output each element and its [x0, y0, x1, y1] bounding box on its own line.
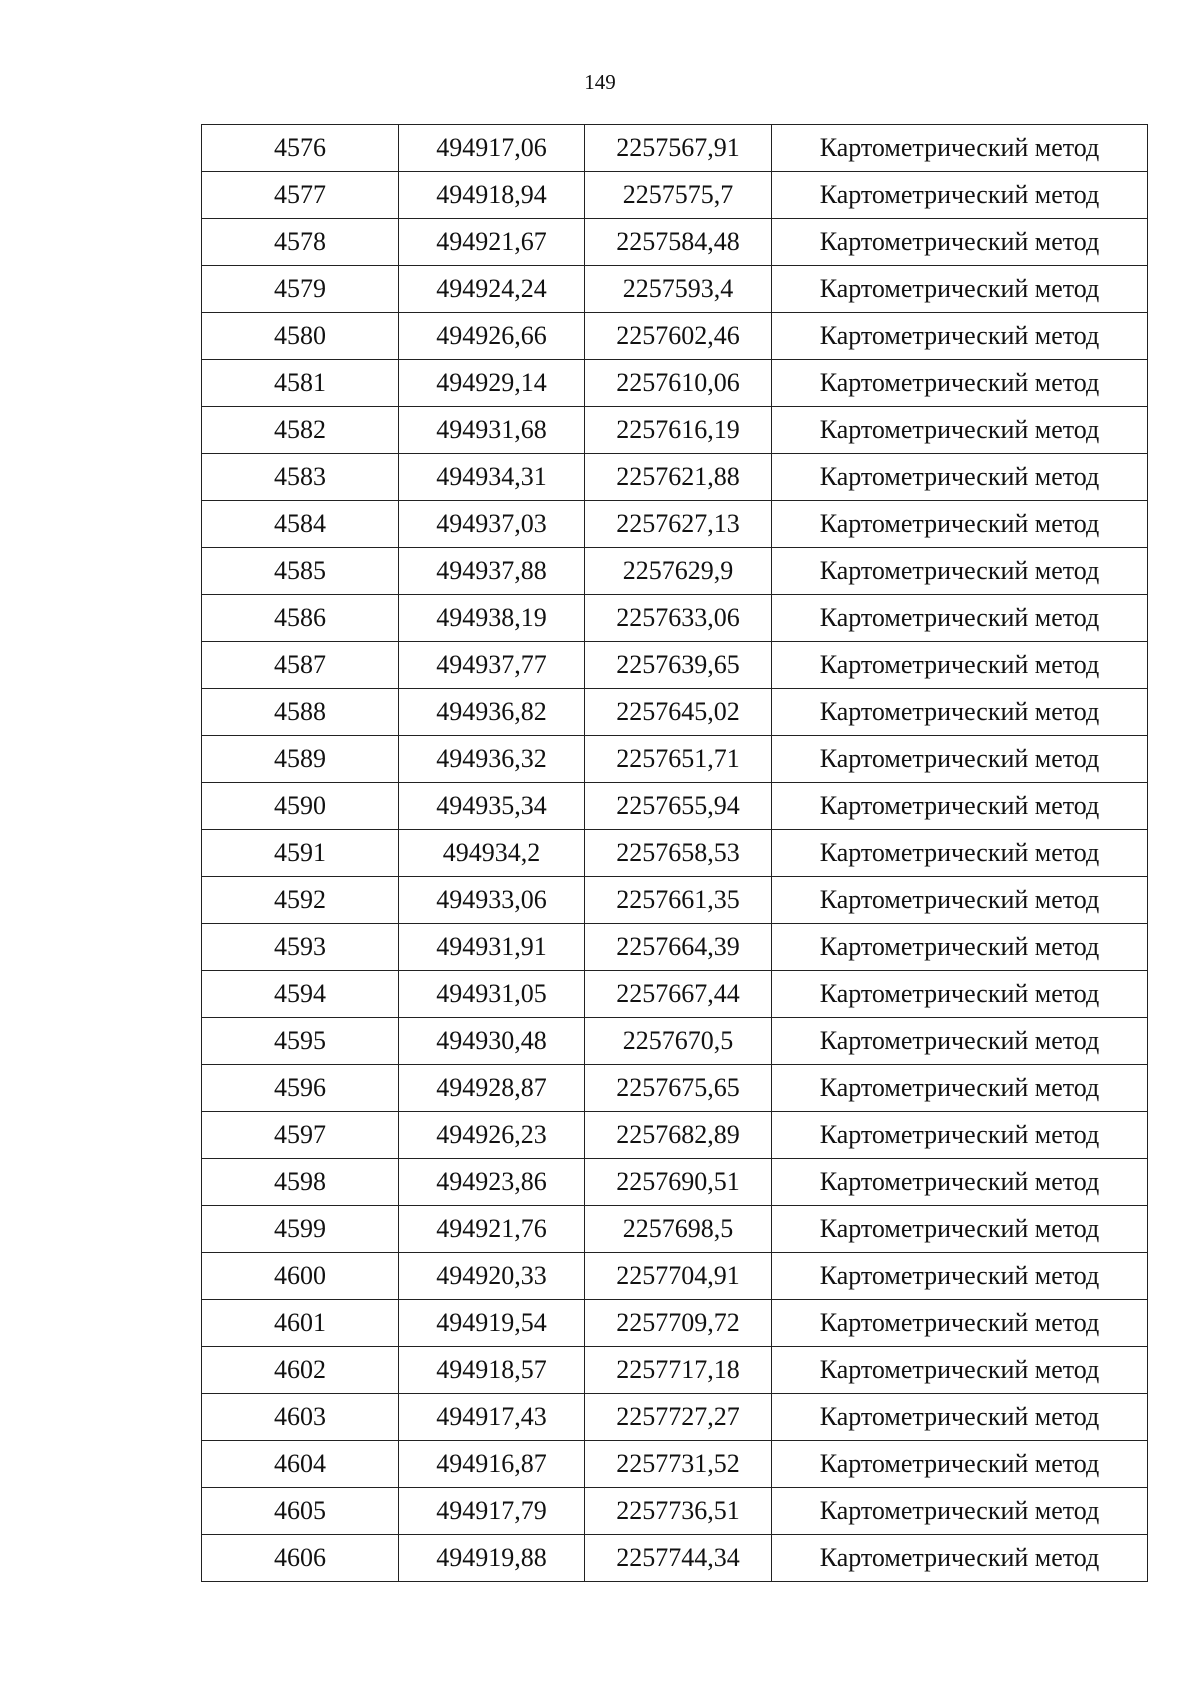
- method-cell: Картометрический метод: [772, 501, 1148, 548]
- y-coordinate-cell: 2257670,5: [585, 1018, 772, 1065]
- table-row: [202, 830, 1148, 877]
- y-coordinate-cell: 2257698,5: [585, 1206, 772, 1253]
- method-cell: Картометрический метод: [772, 830, 1148, 877]
- method-cell: Картометрический метод: [772, 1347, 1148, 1394]
- point-number-cell: 4596: [202, 1065, 399, 1112]
- method-cell: Картометрический метод: [772, 172, 1148, 219]
- point-number-cell: 4589: [202, 736, 399, 783]
- table-row: [202, 266, 1148, 313]
- x-coordinate-cell: 494935,34: [399, 783, 585, 830]
- table-row: [202, 1253, 1148, 1300]
- table-row: [202, 360, 1148, 407]
- table-row: [202, 689, 1148, 736]
- x-coordinate-cell: 494929,14: [399, 360, 585, 407]
- point-number-cell: 4577: [202, 172, 399, 219]
- method-cell: Картометрический метод: [772, 266, 1148, 313]
- y-coordinate-cell: 2257690,51: [585, 1159, 772, 1206]
- y-coordinate-cell: 2257633,06: [585, 595, 772, 642]
- table-row: [202, 1206, 1148, 1253]
- method-cell: Картометрический метод: [772, 407, 1148, 454]
- table-row: [202, 1018, 1148, 1065]
- table-row: [202, 1300, 1148, 1347]
- point-number-cell: 4605: [202, 1488, 399, 1535]
- x-coordinate-cell: 494931,68: [399, 407, 585, 454]
- y-coordinate-cell: 2257727,27: [585, 1394, 772, 1441]
- method-cell: Картометрический метод: [772, 548, 1148, 595]
- method-cell: Картометрический метод: [772, 1253, 1148, 1300]
- point-number-cell: 4603: [202, 1394, 399, 1441]
- y-coordinate-cell: 2257704,91: [585, 1253, 772, 1300]
- x-coordinate-cell: 494921,67: [399, 219, 585, 266]
- table-row: [202, 454, 1148, 501]
- table-row: [202, 1394, 1148, 1441]
- y-coordinate-cell: 2257661,35: [585, 877, 772, 924]
- y-coordinate-cell: 2257675,65: [585, 1065, 772, 1112]
- x-coordinate-cell: 494917,79: [399, 1488, 585, 1535]
- point-number-cell: 4586: [202, 595, 399, 642]
- x-coordinate-cell: 494926,66: [399, 313, 585, 360]
- method-cell: Картометрический метод: [772, 219, 1148, 266]
- x-coordinate-cell: 494917,06: [399, 125, 585, 172]
- method-cell: Картометрический метод: [772, 1300, 1148, 1347]
- method-cell: Картометрический метод: [772, 736, 1148, 783]
- y-coordinate-cell: 2257664,39: [585, 924, 772, 971]
- y-coordinate-cell: 2257709,72: [585, 1300, 772, 1347]
- table-row: [202, 783, 1148, 830]
- method-cell: Картометрический метод: [772, 1441, 1148, 1488]
- point-number-cell: 4582: [202, 407, 399, 454]
- y-coordinate-cell: 2257584,48: [585, 219, 772, 266]
- point-number-cell: 4606: [202, 1535, 399, 1582]
- point-number-cell: 4580: [202, 313, 399, 360]
- point-number-cell: 4576: [202, 125, 399, 172]
- point-number-cell: 4579: [202, 266, 399, 313]
- method-cell: Картометрический метод: [772, 595, 1148, 642]
- x-coordinate-cell: 494934,2: [399, 830, 585, 877]
- table-row: [202, 595, 1148, 642]
- table-row: [202, 501, 1148, 548]
- y-coordinate-cell: 2257744,34: [585, 1535, 772, 1582]
- method-cell: Картометрический метод: [772, 125, 1148, 172]
- method-cell: Картометрический метод: [772, 1488, 1148, 1535]
- x-coordinate-cell: 494919,88: [399, 1535, 585, 1582]
- y-coordinate-cell: 2257616,19: [585, 407, 772, 454]
- y-coordinate-cell: 2257627,13: [585, 501, 772, 548]
- table-row: [202, 1065, 1148, 1112]
- point-number-cell: 4604: [202, 1441, 399, 1488]
- x-coordinate-cell: 494937,88: [399, 548, 585, 595]
- method-cell: Картометрический метод: [772, 1394, 1148, 1441]
- point-number-cell: 4599: [202, 1206, 399, 1253]
- method-cell: Картометрический метод: [772, 1206, 1148, 1253]
- y-coordinate-cell: 2257655,94: [585, 783, 772, 830]
- y-coordinate-cell: 2257645,02: [585, 689, 772, 736]
- point-number-cell: 4595: [202, 1018, 399, 1065]
- method-cell: Картометрический метод: [772, 313, 1148, 360]
- point-number-cell: 4601: [202, 1300, 399, 1347]
- point-number-cell: 4593: [202, 924, 399, 971]
- x-coordinate-cell: 494930,48: [399, 1018, 585, 1065]
- table-row: [202, 1159, 1148, 1206]
- table-row: [202, 125, 1148, 172]
- point-number-cell: 4600: [202, 1253, 399, 1300]
- x-coordinate-cell: 494918,57: [399, 1347, 585, 1394]
- table-row: [202, 877, 1148, 924]
- point-number-cell: 4578: [202, 219, 399, 266]
- x-coordinate-cell: 494936,82: [399, 689, 585, 736]
- y-coordinate-cell: 2257602,46: [585, 313, 772, 360]
- table-row: [202, 548, 1148, 595]
- method-cell: Картометрический метод: [772, 1112, 1148, 1159]
- table-row: [202, 971, 1148, 1018]
- point-number-cell: 4583: [202, 454, 399, 501]
- x-coordinate-cell: 494931,91: [399, 924, 585, 971]
- table-row: [202, 642, 1148, 689]
- method-cell: Картометрический метод: [772, 924, 1148, 971]
- point-number-cell: 4602: [202, 1347, 399, 1394]
- y-coordinate-cell: 2257717,18: [585, 1347, 772, 1394]
- method-cell: Картометрический метод: [772, 783, 1148, 830]
- x-coordinate-cell: 494928,87: [399, 1065, 585, 1112]
- table-row: [202, 1535, 1148, 1582]
- x-coordinate-cell: 494931,05: [399, 971, 585, 1018]
- point-number-cell: 4598: [202, 1159, 399, 1206]
- coordinates-table-body: [202, 125, 1148, 1582]
- point-number-cell: 4587: [202, 642, 399, 689]
- table-row: [202, 736, 1148, 783]
- x-coordinate-cell: 494926,23: [399, 1112, 585, 1159]
- method-cell: Картометрический метод: [772, 642, 1148, 689]
- x-coordinate-cell: 494934,31: [399, 454, 585, 501]
- x-coordinate-cell: 494937,03: [399, 501, 585, 548]
- coordinates-table: [201, 124, 1148, 1582]
- y-coordinate-cell: 2257575,7: [585, 172, 772, 219]
- point-number-cell: 4584: [202, 501, 399, 548]
- method-cell: Картометрический метод: [772, 1535, 1148, 1582]
- table-row: [202, 172, 1148, 219]
- point-number-cell: 4592: [202, 877, 399, 924]
- method-cell: Картометрический метод: [772, 877, 1148, 924]
- method-cell: Картометрический метод: [772, 1065, 1148, 1112]
- method-cell: Картометрический метод: [772, 689, 1148, 736]
- page-number: 149: [584, 70, 616, 94]
- method-cell: Картометрический метод: [772, 1018, 1148, 1065]
- x-coordinate-cell: 494921,76: [399, 1206, 585, 1253]
- x-coordinate-cell: 494936,32: [399, 736, 585, 783]
- x-coordinate-cell: 494937,77: [399, 642, 585, 689]
- point-number-cell: 4590: [202, 783, 399, 830]
- table-row: [202, 407, 1148, 454]
- x-coordinate-cell: 494923,86: [399, 1159, 585, 1206]
- x-coordinate-cell: 494924,24: [399, 266, 585, 313]
- table-row: [202, 1112, 1148, 1159]
- method-cell: Картометрический метод: [772, 971, 1148, 1018]
- x-coordinate-cell: 494933,06: [399, 877, 585, 924]
- method-cell: Картометрический метод: [772, 360, 1148, 407]
- y-coordinate-cell: 2257629,9: [585, 548, 772, 595]
- y-coordinate-cell: 2257667,44: [585, 971, 772, 1018]
- method-cell: Картометрический метод: [772, 1159, 1148, 1206]
- y-coordinate-cell: 2257682,89: [585, 1112, 772, 1159]
- method-cell: Картометрический метод: [772, 454, 1148, 501]
- y-coordinate-cell: 2257736,51: [585, 1488, 772, 1535]
- x-coordinate-cell: 494938,19: [399, 595, 585, 642]
- point-number-cell: 4597: [202, 1112, 399, 1159]
- table-row: [202, 924, 1148, 971]
- y-coordinate-cell: 2257651,71: [585, 736, 772, 783]
- point-number-cell: 4585: [202, 548, 399, 595]
- table-row: [202, 1441, 1148, 1488]
- x-coordinate-cell: 494916,87: [399, 1441, 585, 1488]
- x-coordinate-cell: 494920,33: [399, 1253, 585, 1300]
- x-coordinate-cell: 494917,43: [399, 1394, 585, 1441]
- y-coordinate-cell: 2257731,52: [585, 1441, 772, 1488]
- table-row: [202, 1488, 1148, 1535]
- y-coordinate-cell: 2257639,65: [585, 642, 772, 689]
- table-row: [202, 219, 1148, 266]
- point-number-cell: 4581: [202, 360, 399, 407]
- x-coordinate-cell: 494918,94: [399, 172, 585, 219]
- table-row: [202, 313, 1148, 360]
- x-coordinate-cell: 494919,54: [399, 1300, 585, 1347]
- y-coordinate-cell: 2257593,4: [585, 266, 772, 313]
- point-number-cell: 4594: [202, 971, 399, 1018]
- y-coordinate-cell: 2257621,88: [585, 454, 772, 501]
- table-row: [202, 1347, 1148, 1394]
- point-number-cell: 4591: [202, 830, 399, 877]
- point-number-cell: 4588: [202, 689, 399, 736]
- y-coordinate-cell: 2257658,53: [585, 830, 772, 877]
- y-coordinate-cell: 2257610,06: [585, 360, 772, 407]
- y-coordinate-cell: 2257567,91: [585, 125, 772, 172]
